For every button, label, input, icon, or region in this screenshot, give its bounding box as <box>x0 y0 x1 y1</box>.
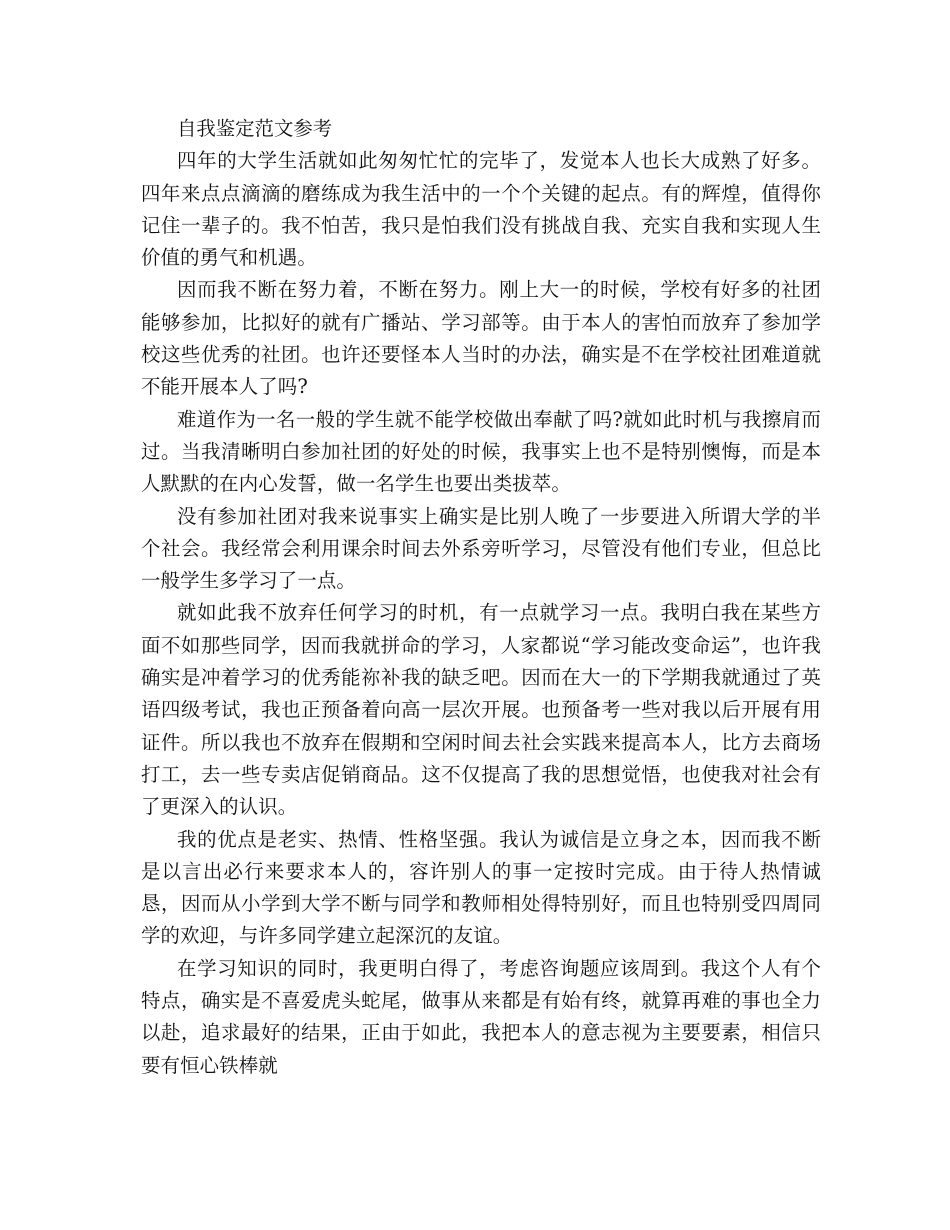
document-title: 自我鉴定范文参考 <box>177 117 333 140</box>
paragraph-3: 难道作为一名一般的学生就不能学校做出奉献了吗?就如此时机与我擦肩而过。当我清晰明白参加社团的好处的时候，我事实上也不是特别懊悔，而是本人默默的在内心发誓，做一名学生也要出类拔萃。 <box>141 407 821 496</box>
paragraph-6: 我的优点是老实、热情、性格坚强。我认为诚信是立身之本，因而我不断是以言出必行来要求本人的，容许别人的事一定按时完成。由于待人热情诚恳，因而从小学到大学不断与同学和教师相处得特别好，而且也特别受四周同学的欢迎，与许多同学建立起深沉的友谊。 <box>141 827 821 948</box>
paragraph-1: 四年的大学生活就如此匆匆忙忙的完毕了，发觉本人也长大成熟了好多。四年来点点滴滴的磨练成为我生活中的一个个关键的起点。有的辉煌，值得你记住一辈子的。我不怕苦，我只是怕我们没有挑战自我、充实自我和实现人生价值的勇气和机遇。 <box>141 149 821 270</box>
paragraph-7: 在学习知识的同时，我更明白得了，考虑咨询题应该周到。我这个人有个特点，确实是不喜爱虎头蛇尾，做事从来都是有始有终，就算再难的事也全力以赴，追求最好的结果，正由于如此，我把本人的意志视为主要要素，相信只要有恒心铁棒就 <box>141 956 821 1077</box>
paragraph-2: 因而我不断在努力着，不断在努力。刚上大一的时候，学校有好多的社团能够参加，比拟好的就有广播站、学习部等。由于本人的害怕而放弃了参加学校这些优秀的社团。也许还要怪本人当时的办法，确实是不在学校社团难道就不能开展本人了吗? <box>141 278 821 399</box>
paragraph-5: 就如此我不放弃任何学习的时机，有一点就学习一点。我明白我在某些方面不如那些同学，因而我就拼命的学习，人家都说“学习能改变命运”，也许我确实是冲着学习的优秀能祢补我的缺乏吧。因而在大一的下学期我就通过了英语四级考试，我也正预备着向高一层次开展。也预备考一些对我以后开展有用证件。所以我也不放弃在假期和空闲时间去社会实践来提高本人，比方去商场打工，去一些专卖店促销商品。这不仅提高了我的思想觉悟，也使我对社会有了更深入的认识。 <box>141 601 821 819</box>
document-body <box>141 113 821 1082</box>
paragraph-4: 没有参加社团对我来说事实上确实是比别人晚了一步要进入所谓大学的半个社会。我经常会利用课余时间去外系旁听学习，尽管没有他们专业，但总比一般学生多学习了一点。 <box>141 504 821 593</box>
